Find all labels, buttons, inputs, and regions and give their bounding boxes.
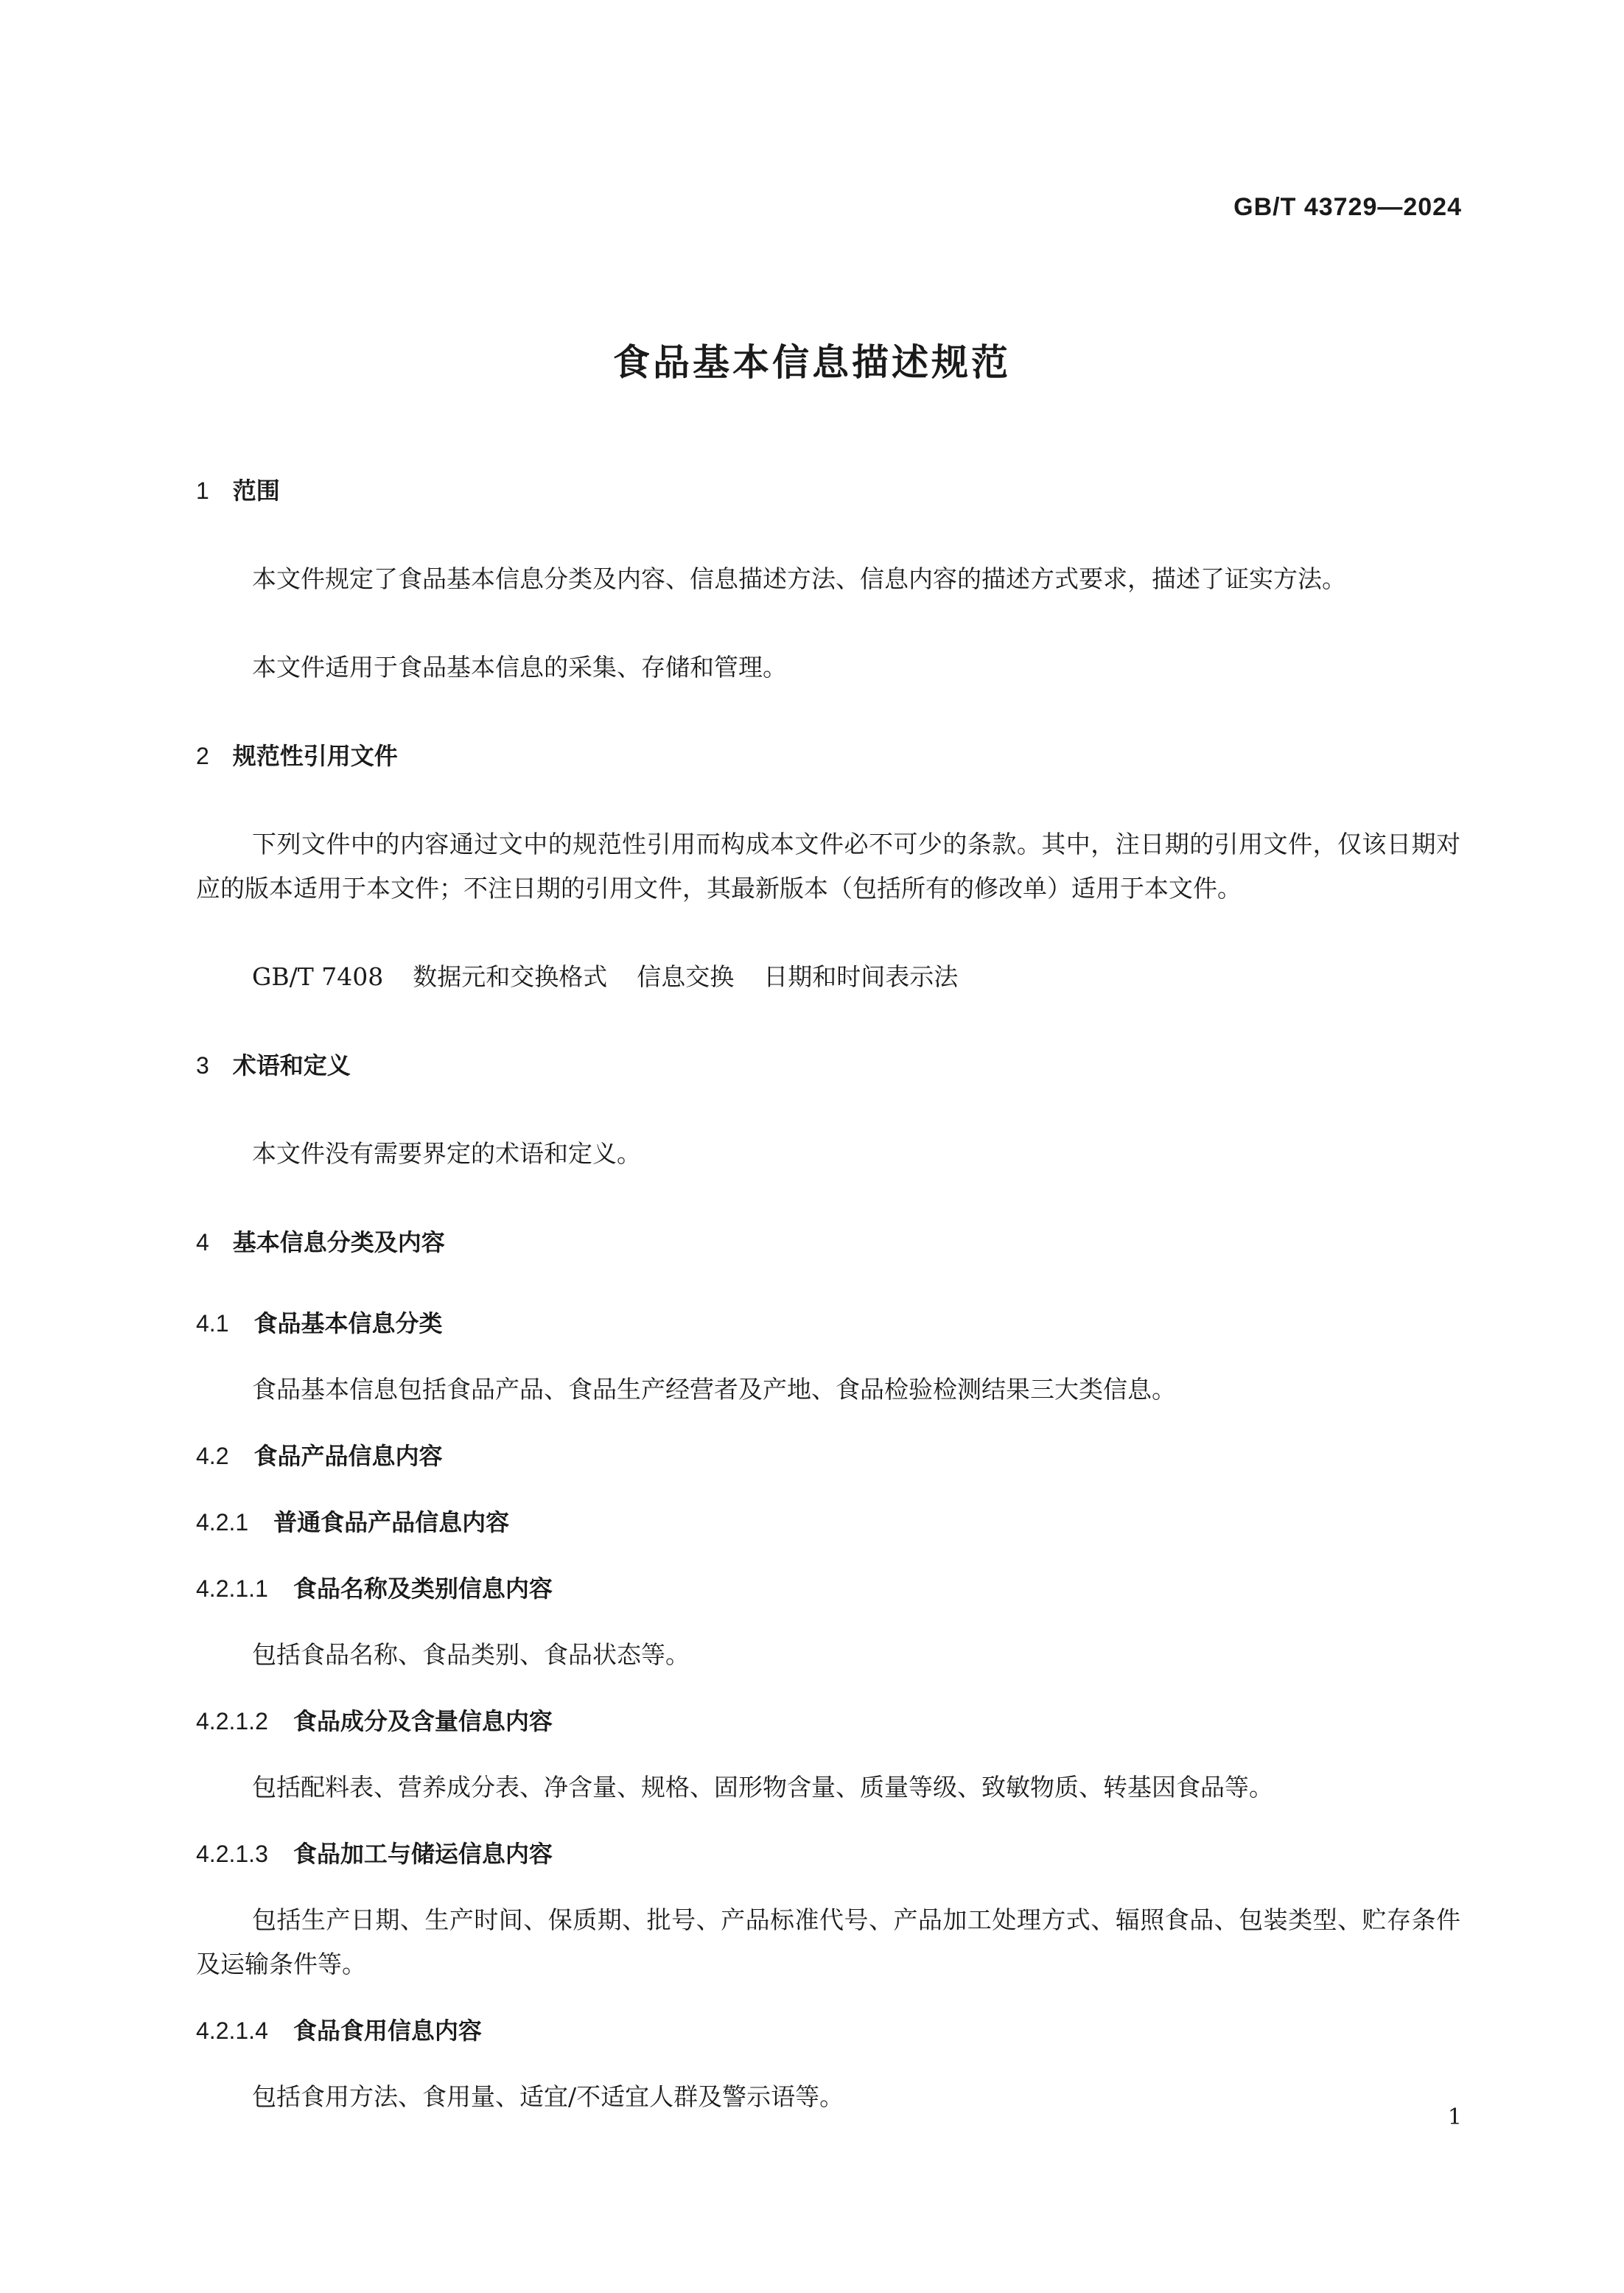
- reference-title-part-3: 日期和时间表示法: [763, 962, 959, 991]
- section-title: 食品名称及类别信息内容: [293, 1575, 553, 1603]
- section-1-paragraph-1: 本文件规定了食品基本信息分类及内容、信息描述方法、信息内容的描述方式要求，描述了证实方法。: [252, 564, 1346, 593]
- section-title: 术语和定义: [232, 1051, 351, 1079]
- section-number: 4.2: [196, 1443, 229, 1469]
- section-title: 普通食品产品信息内容: [273, 1508, 510, 1536]
- section-title: 食品加工与储运信息内容: [293, 1840, 553, 1868]
- section-4-2-1-4-heading: [196, 2016, 482, 2045]
- normative-reference: [252, 955, 958, 999]
- section-number: 4.2.1.1: [196, 1575, 268, 1602]
- section-title: 食品食用信息内容: [293, 2017, 482, 2045]
- section-4-2-1-2-heading: [196, 1706, 553, 1736]
- section-4-2-1-2-paragraph: 包括配料表、营养成分表、净含量、规格、固形物含量、质量等级、致敏物质、转基因食品等。: [252, 1773, 1273, 1802]
- section-4-2-1-3-paragraph: 包括生产日期、生产时间、保质期、批号、产品标准代号、产品加工处理方式、辐照食品、包装类型、贮存条件及运输条件等。: [196, 1905, 1460, 1978]
- section-title: 规范性引用文件: [232, 742, 398, 770]
- section-4-2-1-heading: [196, 1508, 509, 1537]
- reference-title-part-2: 信息交换: [637, 962, 735, 991]
- section-title: 食品产品信息内容: [253, 1442, 443, 1470]
- section-4-2-1-4-paragraph: 包括食用方法、食用量、适宜/不适宜人群及警示语等。: [252, 2082, 844, 2111]
- section-4-1-heading: [196, 1309, 443, 1338]
- section-4-1-paragraph: 食品基本信息包括食品产品、食品生产经营者及产地、食品检验检测结果三大类信息。: [252, 1375, 1176, 1404]
- reference-code: GB/T 7408: [252, 962, 384, 991]
- section-3-heading: [196, 1051, 351, 1080]
- section-4-2-heading: [196, 1441, 443, 1471]
- section-number: 4.2.1.2: [196, 1708, 268, 1734]
- section-3-paragraph-1: 本文件没有需要界定的术语和定义。: [252, 1139, 641, 1168]
- section-title: 基本信息分类及内容: [232, 1228, 445, 1256]
- page-number: 1: [1447, 2104, 1462, 2130]
- section-4-2-1-1-paragraph: 包括食品名称、食品类别、食品状态等。: [252, 1640, 690, 1669]
- section-title: 范围: [232, 477, 280, 505]
- section-1-heading: [196, 476, 280, 505]
- section-title: 食品基本信息分类: [253, 1309, 443, 1337]
- section-2-paragraph-1: 下列文件中的内容通过文中的规范性引用而构成本文件必不可少的条款。其中，注日期的引用文件，仅该日期对应的版本适用于本文件；不注日期的引用文件，其最新版本（包括所有的修改单）适用于本文件。: [196, 830, 1460, 903]
- section-number: 4: [196, 1229, 209, 1256]
- document-title: 食品基本信息描述规范: [613, 341, 1011, 384]
- section-number: 1: [196, 477, 209, 504]
- section-4-2-1-3-heading: [196, 1839, 553, 1869]
- section-4-2-1-1-heading: [196, 1574, 553, 1603]
- section-4-heading: [196, 1228, 445, 1257]
- section-number: 2: [196, 743, 209, 769]
- section-1-paragraph-2: 本文件适用于食品基本信息的采集、存储和管理。: [252, 653, 787, 682]
- section-number: 3: [196, 1052, 209, 1079]
- section-number: 4.2.1.4: [196, 2017, 268, 2044]
- section-number: 4.2.1: [196, 1509, 249, 1536]
- section-title: 食品成分及含量信息内容: [293, 1707, 553, 1735]
- section-number: 4.1: [196, 1310, 229, 1337]
- section-2-heading: [196, 741, 398, 771]
- document-code: GB/T 43729—2024: [1233, 193, 1462, 221]
- reference-title-part-1: 数据元和交换格式: [413, 962, 608, 991]
- section-number: 4.2.1.3: [196, 1841, 268, 1867]
